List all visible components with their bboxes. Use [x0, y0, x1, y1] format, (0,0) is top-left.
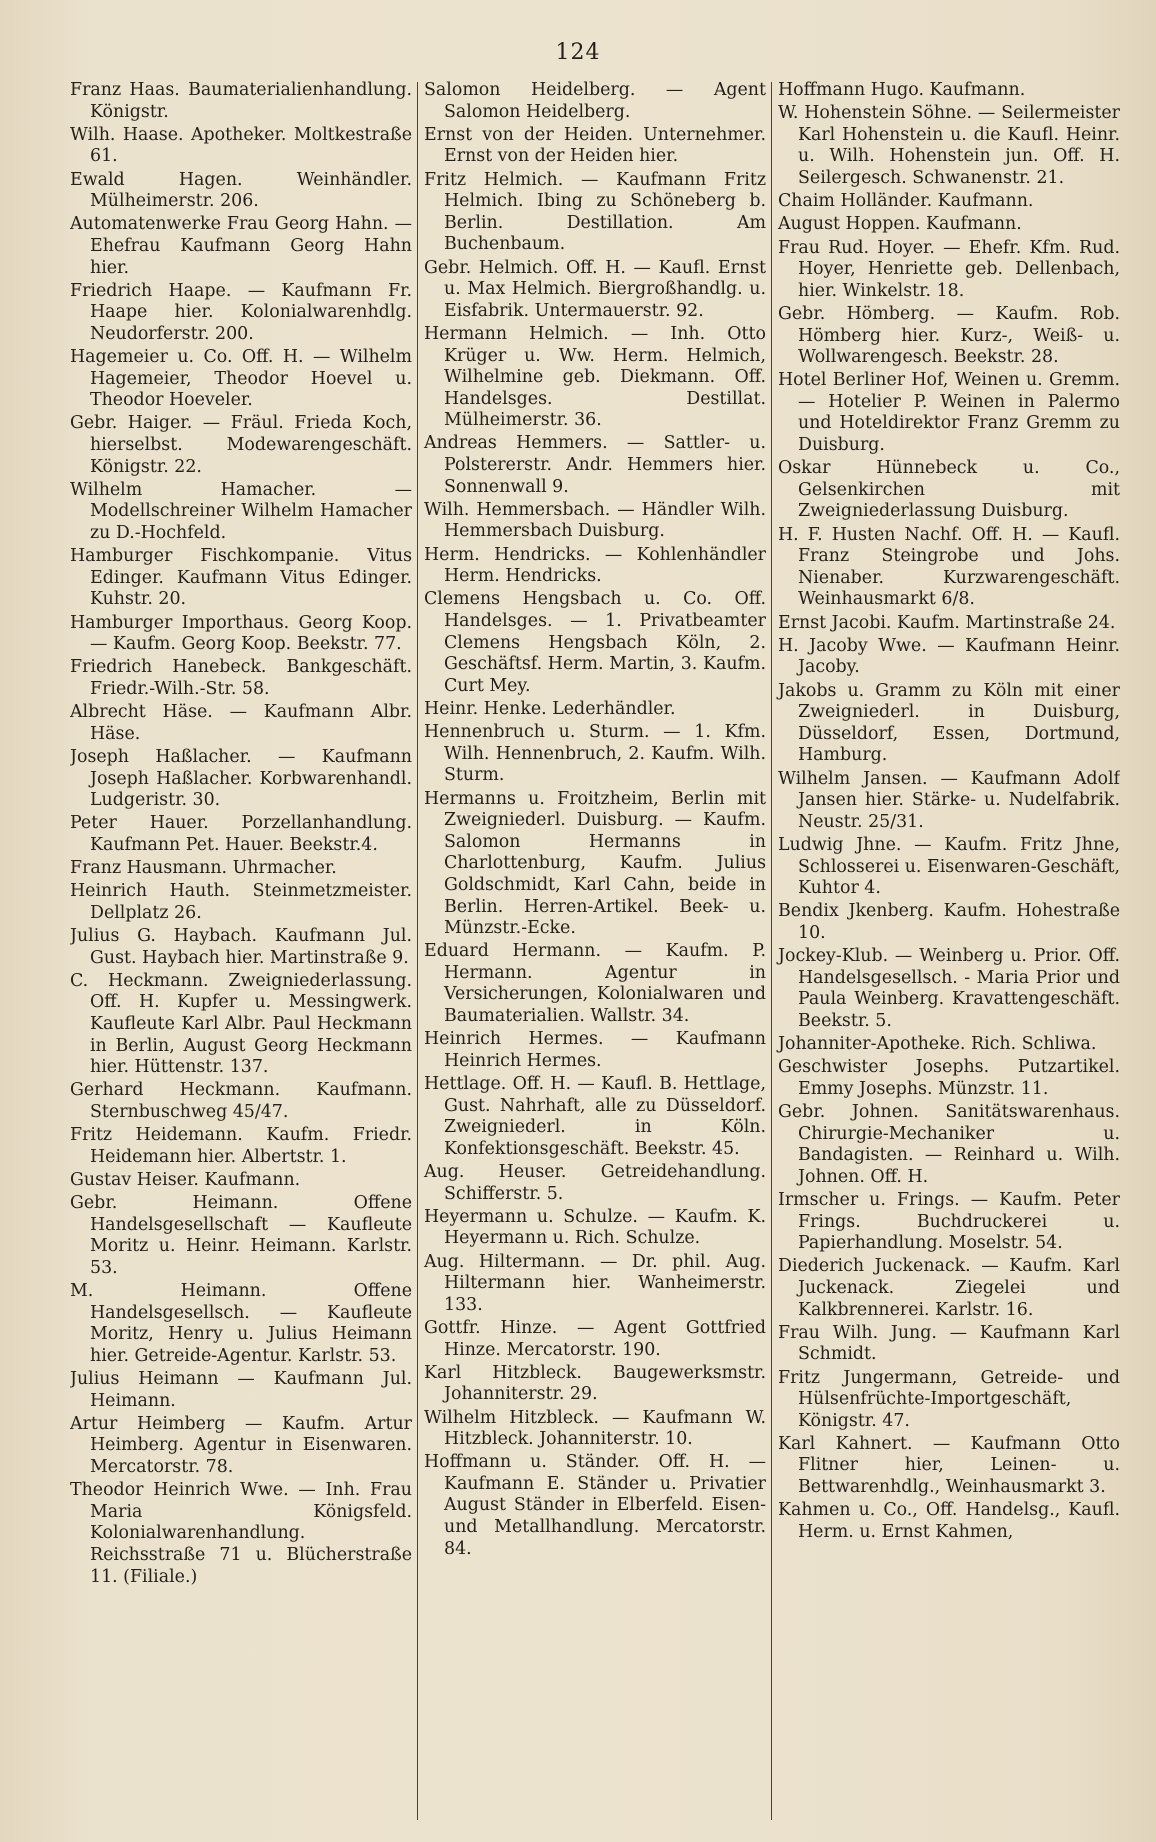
- directory-entry: Friedrich Hanebeck. Bankgeschäft. Friedr.-Wilh.-Str. 58.: [70, 657, 412, 699]
- directory-entry: Clemens Hengsbach u. Co. Off. Handelsges. — 1. Privatbeamter Clemens Hengsbach Köln, 2. Geschäftsf. Herm. Martin, 3. Kaufm. Curt Mey.: [424, 589, 766, 696]
- directory-entry: Johanniter-Apotheke. Rich. Schliwa.: [778, 1034, 1097, 1055]
- directory-entry: C. Heckmann. Zweigniederlassung. Off. H. Kupfer u. Messingwerk. Kaufleute Karl Albr. Paul Heckmann in Berlin, August Georg Heckmann hier. Hüttenstr. 137.: [70, 970, 412, 1078]
- directory-entry: Eduard Hermann. — Kaufm. P. Hermann. Agentur in Versicherungen, Kolonialwaren und Baumaterialien. Wallstr. 34.: [424, 941, 766, 1027]
- directory-entry: Wilhelm Jansen. — Kaufmann Adolf Jansen hier. Stärke- u. Nudelfabrik. Neustr. 25/31.: [778, 768, 1120, 832]
- directory-entry: Automatenwerke Frau Georg Hahn. — Ehefrau Kaufmann Georg Hahn hier.: [70, 214, 412, 278]
- directory-entry: Heinrich Hermes. — Kaufmann Heinrich Hermes.: [424, 1029, 766, 1071]
- directory-entry: Gottfr. Hinze. — Agent Gottfried Hinze. Mercatorstr. 190.: [424, 1317, 766, 1360]
- directory-entry: Ewald Hagen. Weinhändler. Mülheimerstr. 206.: [70, 169, 412, 212]
- directory-entry: Heyermann u. Schulze. — Kaufm. K. Heyermann u. Rich. Schulze.: [424, 1206, 766, 1249]
- directory-entry: Hotel Berliner Hof, Weinen u. Gremm. — Hotelier P. Weinen in Palermo und Hoteldirektor Franz Gremm zu Duisburg.: [778, 370, 1120, 456]
- directory-entry: Jockey-Klub. — Weinberg u. Prior. Off. Handelsgesellsch. - Maria Prior und Paula Weinberg. Kravattengeschäft. Beekstr. 5.: [778, 946, 1120, 1031]
- directory-entry: Frau Rud. Hoyer. — Ehefr. Kfm. Rud. Hoyer, Henriette geb. Dellenbach, hier. Winkelstr. 18.: [778, 237, 1120, 301]
- directory-entry: Hamburger Importhaus. Georg Koop. — Kaufm. Georg Koop. Beekstr. 77.: [70, 612, 412, 655]
- directory-entry: Hamburger Fischkompanie. Vitus Edinger. Kaufmann Vitus Edinger. Kuhstr. 20.: [70, 546, 412, 610]
- directory-entry: Albrecht Häse. — Kaufmann Albr. Häse.: [70, 702, 412, 744]
- column-2: [424, 80, 766, 1820]
- directory-entry: Ludwig Jhne. — Kaufm. Fritz Jhne, Schlosserei u. Eisenwaren-Geschäft, Kuhtor 4.: [778, 834, 1120, 899]
- directory-entry: H. Jacoby Wwe. — Kaufmann Heinr. Jacoby.: [778, 635, 1120, 678]
- column-3: [778, 80, 1120, 1820]
- directory-entry: Gustav Heiser. Kaufmann.: [70, 1169, 301, 1190]
- directory-entry: Hettlage. Off. H. — Kaufl. B. Hettlage, Gust. Nahrhaft, alle zu Düsseldorf. Zweigniederl. in Köln. Konfektionsgeschäft. Beekstr. 45.: [424, 1074, 766, 1159]
- directory-entry: Karl Hitzbleck. Baugewerksmstr. Johanniterstr. 29.: [424, 1362, 766, 1405]
- directory-entry: Geschwister Josephs. Putzartikel. Emmy Josephs. Münzstr. 11.: [778, 1057, 1120, 1099]
- directory-entry: H. F. Husten Nachf. Off. H. — Kaufl. Franz Steingrobe und Johs. Nienaber. Kurzwarengeschäft. Weinhausmarkt 6/8.: [778, 524, 1120, 610]
- directory-columns: [70, 80, 1120, 1820]
- directory-entry: Gebr. Hömberg. — Kaufm. Rob. Hömberg hier. Kurz-, Weiß- u. Wollwarengesch. Beekstr. 28.: [778, 303, 1120, 368]
- directory-entry: Fritz Heidemann. Kaufm. Friedr. Heidemann hier. Albertstr. 1.: [70, 1125, 412, 1167]
- directory-entry: Wilhelm Hamacher. — Modellschreiner Wilhelm Hamacher zu D.-Hochfeld.: [70, 479, 412, 544]
- directory-entry: Gerhard Heckmann. Kaufmann. Sternbuschweg 45/47.: [70, 1080, 412, 1122]
- column-1: [70, 80, 412, 1820]
- directory-entry: Peter Hauer. Porzellanhandlung. Kaufmann Pet. Hauer. Beekstr.4.: [70, 813, 412, 855]
- directory-entry: Fritz Jungermann, Getreide- und Hülsenfrüchte-Importgeschäft, Königstr. 47.: [778, 1367, 1120, 1431]
- directory-entry: Fritz Helmich. — Kaufmann Fritz Helmich. Ibing zu Schöneberg b. Berlin. Destillation. Am Buchenbaum.: [424, 169, 766, 255]
- directory-entry: Ernst Jacobi. Kaufm. Martinstraße 24.: [778, 612, 1116, 633]
- directory-entry: Theodor Heinrich Wwe. — Inh. Frau Maria Königsfeld. Kolonialwarenhandlung. Reichsstraße 71 u. Blücherstraße 11. (Filiale.): [70, 1480, 412, 1587]
- directory-entry: Hermanns u. Froitzheim, Berlin mit Zweigniederl. Duisburg. — Kaufm. Salomon Hermanns in Charlottenburg, Kaufm. Julius Goldschmidt, Karl Cahn, beide in Berlin. Herren-Artikel. Beek- u. Münzstr.-Ecke.: [424, 788, 766, 939]
- directory-entry: Andreas Hemmers. — Sattler- u. Polstererstr. Andr. Hemmers hier. Sonnenwall 9.: [424, 433, 766, 497]
- directory-entry: Hermann Helmich. — Inh. Otto Krüger u. Ww. Herm. Helmich, Wilhelmine geb. Diekmann. Off. Handelsges. Destillat. Mülheimerstr. 36.: [424, 323, 766, 431]
- directory-entry: Gebr. Haiger. — Fräul. Frieda Koch, hierselbst. Modewarengeschäft. Königstr. 22.: [70, 413, 412, 477]
- directory-entry: Heinr. Henke. Lederhändler.: [424, 698, 676, 719]
- directory-entry: Aug. Heuser. Getreidehandlung. Schifferstr. 5.: [424, 1162, 766, 1204]
- directory-entry: Jakobs u. Gramm zu Köln mit einer Zweigniederl. in Duisburg, Düsseldorf, Essen, Dortmund, Hamburg.: [778, 680, 1120, 766]
- directory-entry: Gebr. Heimann. Offene Handelsgesellschaft — Kaufleute Moritz u. Heinr. Heimann. Karlstr. 53.: [70, 1193, 412, 1278]
- directory-entry: Gebr. Helmich. Off. H. — Kaufl. Ernst u. Max Helmich. Biergroßhandlg. u. Eisfabrik. Untermauerstr. 92.: [424, 257, 766, 321]
- directory-entry: Frau Wilh. Jung. — Kaufmann Karl Schmidt.: [778, 1322, 1120, 1365]
- directory-entry: W. Hohenstein Söhne. — Seilermeister Karl Hohenstein u. die Kaufl. Heinr. u. Wilh. Hohenstein jun. Off. H. Seilergesch. Schwanenstr. 21.: [778, 103, 1120, 188]
- directory-entry: Chaim Holländer. Kaufmann.: [778, 191, 1034, 212]
- directory-entry: Irmscher u. Frings. — Kaufm. Peter Frings. Buchdruckerei u. Papierhandlung. Moselstr. 54.: [778, 1189, 1120, 1254]
- directory-entry: Wilh. Hemmersbach. — Händler Wilh. Hemmersbach Duisburg.: [424, 499, 766, 542]
- directory-entry: Hoffmann Hugo. Kaufmann.: [778, 80, 1026, 100]
- directory-entry: Herm. Hendricks. — Kohlenhändler Herm. Hendricks.: [424, 544, 766, 587]
- directory-entry: Artur Heimberg — Kaufm. Artur Heimberg. Agentur in Eisenwaren. Mercatorstr. 78.: [70, 1413, 412, 1478]
- directory-entry: Julius Heimann — Kaufmann Jul. Heimann.: [70, 1369, 412, 1411]
- directory-entry: Aug. Hiltermann. — Dr. phil. Aug. Hiltermann hier. Wanheimerstr. 133.: [424, 1251, 766, 1315]
- directory-entry: Kahmen u. Co., Off. Handelsg., Kaufl. Herm. u. Ernst Kahmen,: [778, 1500, 1120, 1542]
- directory-entry: Diederich Juckenack. — Kaufm. Karl Juckenack. Ziegelei und Kalkbrennerei. Karlstr. 16.: [778, 1256, 1120, 1320]
- directory-entry: Franz Hausmann. Uhrmacher.: [70, 858, 337, 879]
- directory-entry: Franz Haas. Baumaterialienhandlung. Königstr.: [70, 80, 412, 122]
- directory-entry: Hagemeier u. Co. Off. H. — Wilhelm Hagemeier, Theodor Hoevel u. Theodor Hoeveler.: [70, 347, 412, 411]
- directory-entry: Friedrich Haape. — Kaufmann Fr. Haape hier. Kolonialwarenhdlg. Neudorferstr. 200.: [70, 280, 412, 344]
- directory-entry: August Hoppen. Kaufmann.: [778, 214, 1022, 235]
- directory-entry: Salomon Heidelberg. — Agent Salomon Heidelberg.: [424, 80, 766, 122]
- directory-entry: Julius G. Haybach. Kaufmann Jul. Gust. Haybach hier. Martinstraße 9.: [70, 926, 412, 968]
- directory-entry: Joseph Haßlacher. — Kaufmann Joseph Haßlacher. Korbwarenhandl. Ludgeristr. 30.: [70, 746, 412, 811]
- directory-entry: Wilh. Haase. Apotheker. Moltkestraße 61.: [70, 124, 412, 167]
- directory-entry: Oskar Hünnebeck u. Co., Gelsenkirchen mit Zweigniederlassung Duisburg.: [778, 458, 1120, 522]
- directory-entry: Wilhelm Hitzbleck. — Kaufmann W. Hitzbleck. Johanniterstr. 10.: [424, 1407, 766, 1450]
- directory-entry: Ernst von der Heiden. Unternehmer. Ernst von der Heiden hier.: [424, 124, 766, 167]
- directory-entry: Bendix Jkenberg. Kaufm. Hohestraße 10.: [778, 901, 1120, 943]
- directory-entry: Gebr. Johnen. Sanitätswarenhaus. Chirurgie-Mechaniker u. Bandagisten. — Reinhard u. Wilh. Johnen. Off. H.: [778, 1102, 1120, 1187]
- directory-entry: Hennenbruch u. Sturm. — 1. Kfm. Wilh. Hennenbruch, 2. Kaufm. Wilh. Sturm.: [424, 722, 766, 786]
- directory-entry: M. Heimann. Offene Handelsgesellsch. — Kaufleute Moritz, Henry u. Julius Heimann hier. Getreide-Agentur. Karlstr. 53.: [70, 1281, 412, 1366]
- page-number: 124: [555, 40, 601, 65]
- directory-entry: Heinrich Hauth. Steinmetzmeister. Dellplatz 26.: [70, 881, 412, 923]
- directory-entry: Hoffmann u. Ständer. Off. H. — Kaufmann E. Ständer u. Privatier August Ständer in Elberfeld. Eisen- und Metallhandlung. Mercatorstr. 84.: [424, 1452, 766, 1559]
- directory-entry: Karl Kahnert. — Kaufmann Otto Flitner hier, Leinen- u. Bettwarenhdlg., Weinhausmarkt 3.: [778, 1433, 1120, 1498]
